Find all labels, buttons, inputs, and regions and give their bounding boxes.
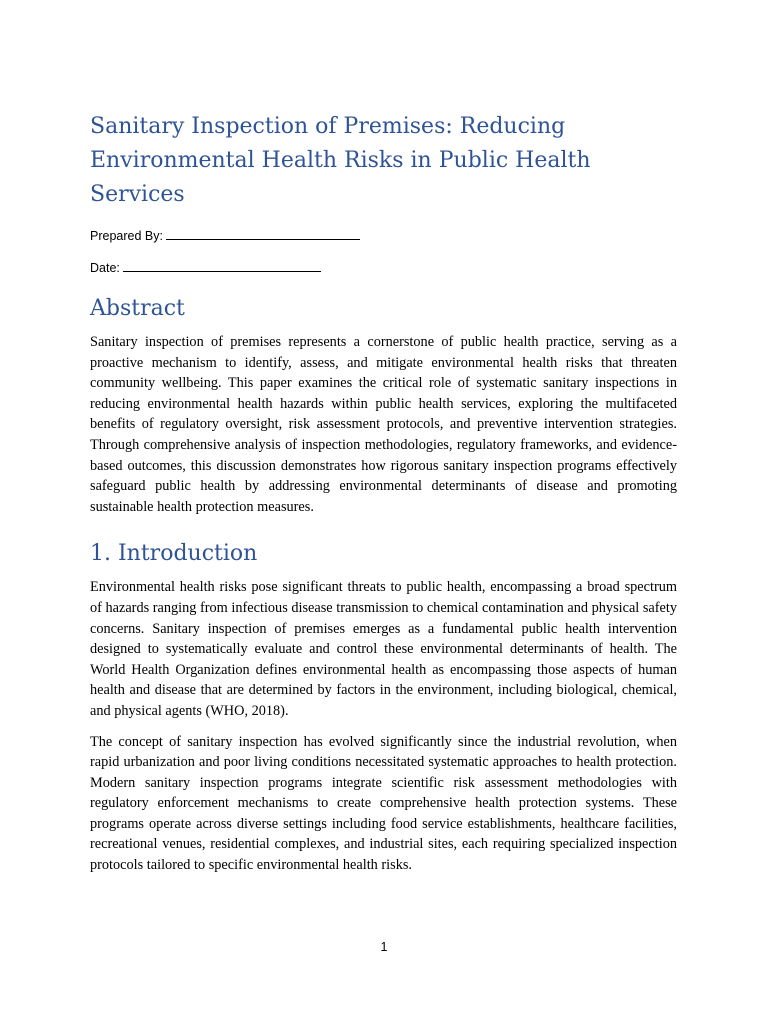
- prepared-by-blank: [166, 228, 360, 240]
- document-page: [90, 110, 677, 886]
- document-title: Sanitary Inspection of Premises: Reducing Environmental Health Risks in Public Health Services: [90, 114, 591, 207]
- introduction-paragraph-2: The concept of sanitary inspection has evolved significantly since the industrial revolution, when rapid urbanization and poor living conditions necessitated systematic approaches to health protection. Modern sanitary inspection programs integrate scientific risk assessment methodologies with regulatory enforcement mechanisms to create comprehensive health protection systems. These programs operate across diverse settings including food service establishments, healthcare facilities, recreational venues, residential complexes, and industrial sites, each requiring specialized inspection protocols tailored to specific environmental health risks.: [90, 733, 677, 874]
- abstract-heading: Abstract: [90, 296, 185, 321]
- page-number: 1: [380, 940, 388, 954]
- prepared-by-line: [90, 228, 677, 244]
- date-label: Date:: [90, 261, 120, 275]
- date-line: [90, 260, 677, 276]
- abstract-paragraph: Sanitary inspection of premises represents a cornerstone of public health practice, serving as a proactive mechanism to identify, assess, and mitigate environmental health risks that threaten community wellbeing. This paper examines the critical role of systematic sanitary inspections in reducing environmental health hazards within public health services, exploring the multifaceted benefits of regulatory oversight, risk assessment protocols, and preventive intervention strategies. Through comprehensive analysis of inspection methodologies, regulatory frameworks, and evidence-based outcomes, this discussion demonstrates how rigorous sanitary inspection programs effectively safeguard public health by addressing environmental determinants of disease and promoting sustainable health protection measures.: [90, 334, 677, 515]
- introduction-heading: 1. Introduction: [90, 541, 258, 567]
- prepared-by-label: Prepared By:: [90, 229, 163, 243]
- introduction-paragraph-1: Environmental health risks pose significant threats to public health, encompassing a broad spectrum of hazards ranging from infectious disease transmission to chemical contamination and physical safety concerns. Sanitary inspection of premises emerges as a fundamental public health intervention designed to systematically evaluate and control these environmental determinants of health. The World Health Organization defines environmental health as encompassing those aspects of human health and disease that are determined by factors in the environment, including biological, chemical, and physical agents (WHO, 2018).: [90, 579, 677, 719]
- date-blank: [123, 260, 321, 272]
